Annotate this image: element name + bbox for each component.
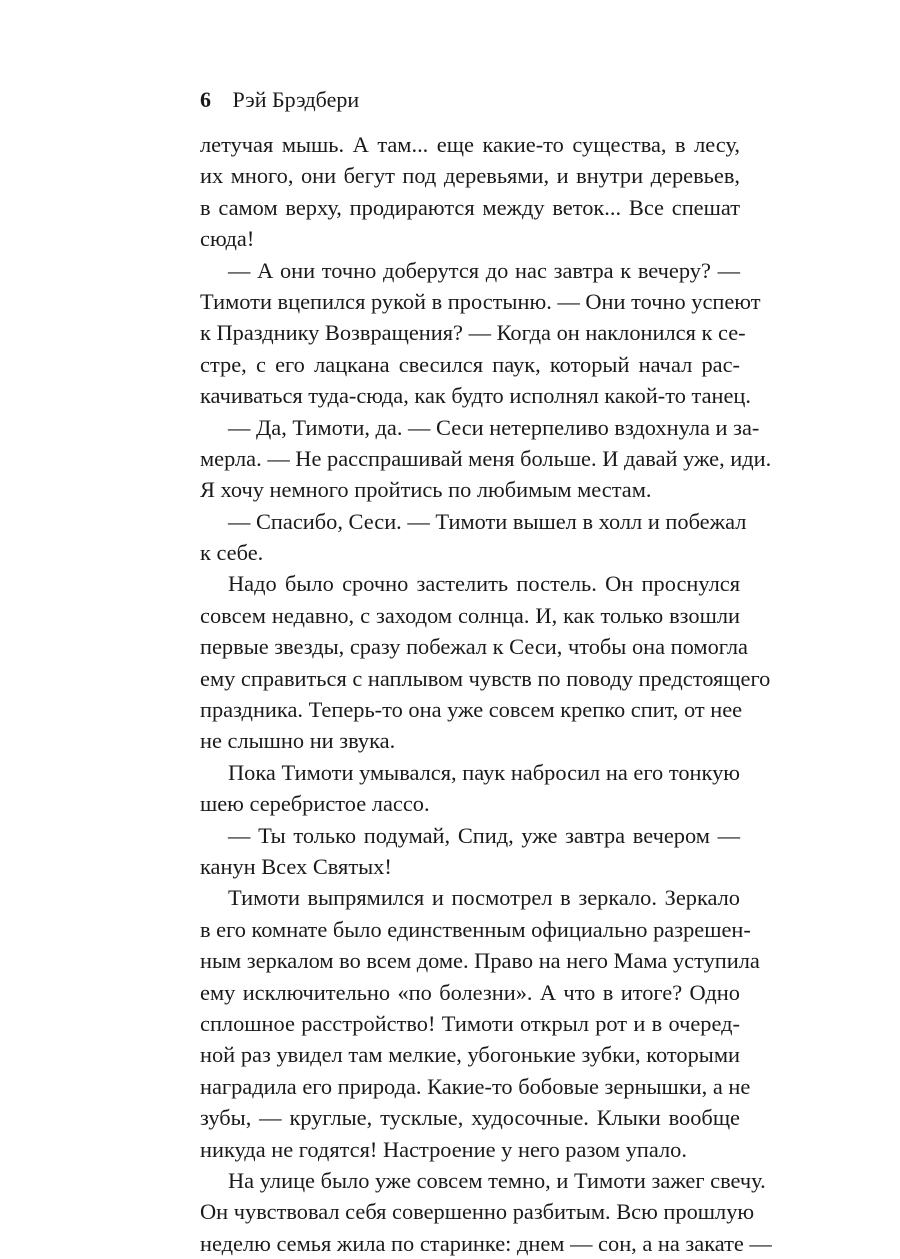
text-line: — Ты только подумай, Спид, уже завтра вечером —	[228, 822, 740, 848]
text-line: праздника. Теперь-то она уже совсем крепко спит, от нее	[200, 697, 743, 723]
text-line: ной раз увидел там мелкие, убогонькие зубки, которыми	[200, 1042, 740, 1068]
text-line: канун Всех Святых!	[200, 853, 392, 879]
running-head	[200, 84, 359, 116]
text-line: Он чувствовал себя совершенно разбитым. Всю прошлую	[200, 1199, 755, 1225]
text-line: к себе.	[200, 540, 264, 566]
text-line: не слышно ни звука.	[200, 728, 396, 754]
text-line: ему исключительно «по болезни». А что в итоге? Одно	[200, 979, 740, 1005]
text-line: к Празднику Возвращения? — Когда он наклонился к се-	[200, 320, 746, 346]
text-line: никуда не годятся! Настроение у него разом упало.	[200, 1136, 687, 1162]
text-line: летучая мышь. А там... еще какие-то существа, в лесу,	[200, 132, 740, 157]
text-line: — Спасибо, Сеси. — Тимоти вышел в холл и побежал	[228, 508, 747, 534]
text-line: их много, они бегут под деревьями, и внутри деревьев,	[200, 163, 740, 189]
text-line: стре, с его лацкана свесился паук, который начал рас-	[200, 351, 740, 377]
text-line: — А они точно доберутся до нас завтра к вечеру? —	[228, 257, 740, 283]
text-line: в самом верху, продираются между веток... Все спешат	[200, 194, 740, 220]
text-line: в его комнате было единственным официально разрешен-	[200, 916, 751, 942]
text-line: Тимоти вцепился рукой в простыню. — Они точно успеют	[200, 288, 761, 314]
text-line: — Да, Тимоти, да. — Сеси нетерпеливо вздохнула и за-	[228, 414, 760, 440]
text-line: наградила его природа. Какие-то бобовые зернышки, а не	[200, 1073, 751, 1099]
text-line: сюда!	[200, 226, 255, 252]
text-line: первые звезды, сразу побежал к Сеси, чтобы она помогла	[200, 634, 748, 660]
text-line: зубы, — круглые, тусклые, худосочные. Клыки вообще	[200, 1105, 740, 1131]
body-text	[200, 129, 772, 1259]
text-line: неделю семья жила по старинке: днем — сон, а на закате —	[200, 1230, 772, 1256]
page-number: 6	[200, 87, 211, 112]
text-line: сплошное расстройство! Тимоти открыл рот и в очеред-	[200, 1010, 740, 1036]
text-line: качиваться туда-сюда, как будто исполнял какой-то танец.	[200, 383, 752, 409]
text-line: совсем недавно, с заходом солнца. И, как только взошли	[200, 602, 740, 628]
text-line: шею серебристое лассо.	[200, 791, 430, 817]
book-author: Рэй Брэдбери	[232, 87, 360, 112]
text-line: Я хочу немного пройтись по любимым местам.	[200, 477, 652, 503]
text-line: Надо было срочно застелить постель. Он проснулся	[228, 571, 740, 597]
text-line: ным зеркалом во всем доме. Право на него Мама уступила	[200, 948, 760, 974]
text-line: На улице было уже совсем темно, и Тимоти зажег свечу.	[228, 1167, 766, 1193]
text-line: Пока Тимоти умывался, паук набросил на его тонкую	[228, 759, 740, 785]
text-line: мерла. — Не расспрашивай меня больше. И давай уже, иди.	[200, 445, 772, 471]
text-line: ему справиться с наплывом чувств по поводу предстоящего	[200, 665, 771, 691]
text-line: Тимоти выпрямился и посмотрел в зеркало. Зеркало	[228, 885, 740, 911]
